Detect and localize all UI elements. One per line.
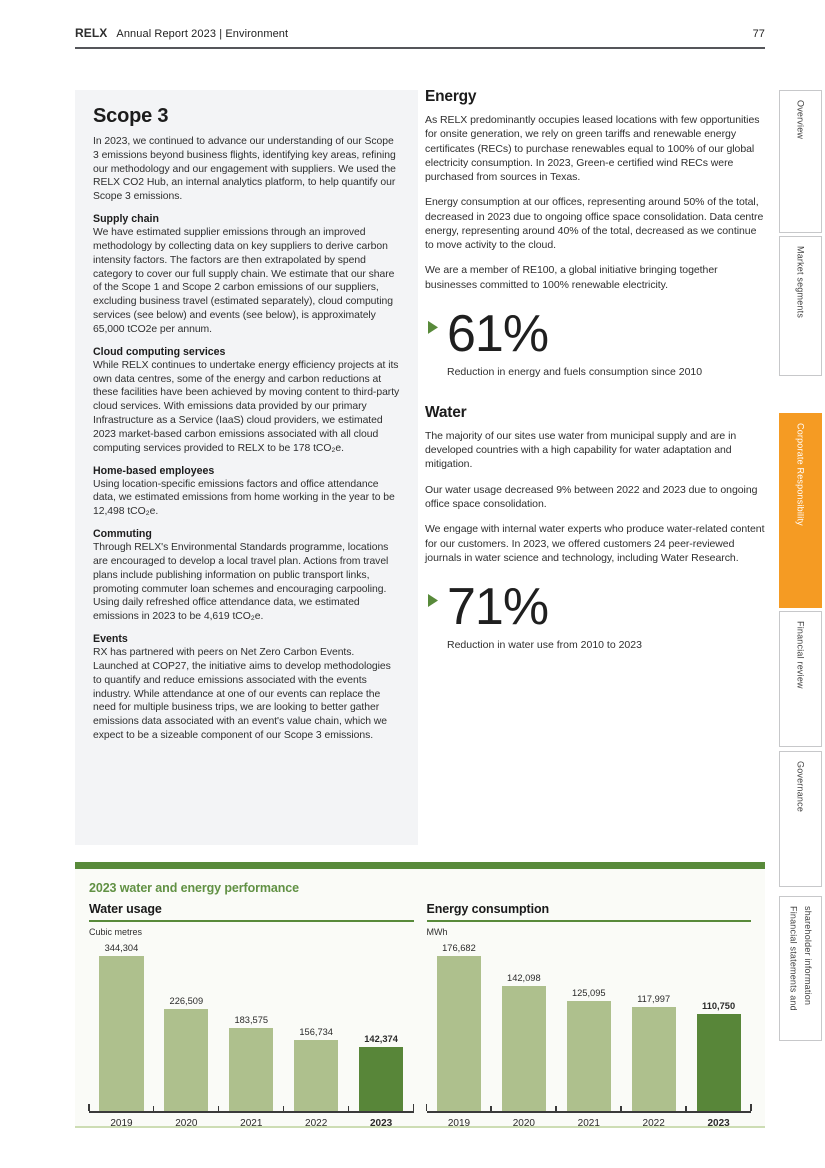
sidebar-tab-financial-review[interactable] (779, 611, 822, 747)
bar-group (349, 1034, 414, 1111)
axis-tick (426, 1104, 428, 1111)
page-number: 77 (752, 28, 765, 40)
bar-value-label: 183,575 (234, 1015, 269, 1025)
scope3-section (75, 90, 418, 845)
bar-value-label: 142,374 (364, 1034, 398, 1044)
energy-water-column (425, 88, 765, 677)
sidebar-tab-overview[interactable] (779, 90, 822, 233)
bar (359, 1047, 403, 1111)
axis-tick (685, 1106, 687, 1111)
bar-group (219, 1015, 284, 1111)
x-axis (89, 1111, 414, 1113)
bar-value-label: 117,997 (637, 994, 671, 1004)
bar-group (89, 943, 154, 1111)
water-usage-chart (89, 902, 414, 1129)
sidebar-tab-label: Financial statements and shareholder information (788, 906, 813, 1011)
x-axis-labels (427, 1118, 752, 1129)
axis-tick (490, 1106, 492, 1111)
energy-stat-caption: Reduction in energy and fuels consumption since 2010 (447, 365, 703, 378)
bar-value-label: 176,682 (442, 943, 476, 953)
report-title: Annual Report 2023 | Environment (116, 28, 289, 40)
bar-group (154, 996, 219, 1111)
bar-value-label: 156,734 (299, 1027, 333, 1037)
bar (632, 1007, 676, 1111)
x-tick-label: 2022 (642, 1118, 665, 1129)
x-tick-label: 2020 (175, 1118, 198, 1129)
sidebar-tab-corporate-responsibility[interactable] (779, 413, 822, 608)
home-based-body: Using location-specific emissions factors and office attendance data, we estimated emissions from home working in the year to be 12,498 tCO₂e. (93, 478, 395, 518)
axis-tick (555, 1106, 557, 1111)
axis-tick (283, 1106, 285, 1111)
panel-body (75, 869, 765, 1128)
chart-title: Water usage (89, 902, 414, 922)
charts-panel-title: 2023 water and energy performance (89, 881, 299, 895)
bar (294, 1040, 338, 1111)
energy-paragraph: Energy consumption at our offices, representing around 50% of the total, decreased in 2023 due to ongoing office space consolidation. Data centre energy, representing around 40% of the total, decreased as we continue to move activity to the cloud. (425, 196, 764, 252)
bars-area (89, 939, 414, 1111)
water-stat (425, 578, 765, 637)
bar-group (284, 1027, 349, 1111)
energy-paragraph: We are a member of RE100, a global initiative bringing together businesses committed to 100% renewable electricity. (425, 264, 718, 291)
water-paragraph: Our water usage decreased 9% between 2022 and 2023 due to ongoing office space consolidation. (425, 483, 758, 510)
sidebar-tab-label: Market segments (795, 246, 806, 319)
sidebar-tab-market-segments[interactable] (779, 236, 822, 376)
energy-consumption-chart (427, 902, 752, 1129)
supply-chain-body: We have estimated supplier emissions through an improved methodology by collecting data on key suppliers to derive carbon intensity factors. The factors are then extrapolated by spend category to cover our full supply chain. We estimate that our share of the Scope 1 and Scope 2 carbon emissions of our suppliers, excluding business travel (estimated separately), cloud computing services (see below) and events (see below), is approximately 65,000 tCO2e per annum. (93, 227, 395, 335)
bar-group (621, 994, 686, 1111)
sidebar-tab-financial-statements[interactable] (779, 896, 822, 1041)
water-section (425, 404, 765, 651)
green-triangle-icon (428, 321, 438, 334)
cloud-computing-heading: Cloud computing services (93, 345, 226, 358)
x-axis-labels (89, 1118, 414, 1129)
bar-value-label: 125,095 (571, 988, 606, 998)
panel-top-rule (75, 862, 765, 869)
green-triangle-icon (428, 594, 438, 607)
events-heading: Events (93, 633, 128, 646)
sidebar-tab-label: Financial review (795, 621, 806, 689)
scope3-intro: In 2023, we continued to advance our understanding of our Scope 3 emissions beyond business flights, identifying key areas, refining our methodology and our engagement with suppliers. We used the RELX CO2 Hub, an internal analytics platform, to help quantify our Scope 3 emissions. (93, 136, 396, 203)
axis-tick (153, 1106, 155, 1111)
events-body: RX has partnered with peers on Net Zero Carbon Events. Launched at COP27, the initiative aims to develop methodologies to quantify and reduce emissions associated with the events industry. While attendance at one of our events can replace the need for multiple business trips, we are looking to better gather emissions data associated with an event's value chain, which we expect to be a sizeable component of our Scope 3 emissions. (93, 647, 391, 741)
cloud-computing-body: While RELX continues to undertake energy efficiency projects at its own data centres, some of the energy and carbon reductions at these facilities have been achieved by moving content to third-party cloud services. With emissions data provided by our primary Infrastructure as a Service (IaaS) cloud providers, we estimated 2023 market-based carbon emissions associated with all cloud computing services provided to RELX to be 178 tCO₂e. (93, 359, 400, 454)
chart-unit-label: Cubic metres (89, 927, 143, 937)
bar-group (427, 943, 492, 1111)
bar-group (491, 973, 556, 1111)
x-tick-label: 2019 (110, 1118, 133, 1129)
axis-tick (218, 1106, 220, 1111)
supply-chain-heading: Supply chain (93, 213, 159, 226)
axis-tick (348, 1106, 350, 1111)
bar (99, 956, 143, 1111)
water-stat-value: 71% (447, 578, 549, 637)
chart-title: Energy consumption (427, 902, 752, 922)
bars-area (427, 939, 752, 1111)
bar-group (686, 1001, 751, 1111)
energy-stat-value: 61% (447, 304, 549, 363)
energy-paragraph: As RELX predominantly occupies leased locations with few opportunities for onsite generation, we rely on green tariffs and renewable energy certificates (RECs) to purchase renewables equal to 100% of our global electricity consumption. In 2023, Green-e certified wind RECs were purchased from sources in Texas. (425, 114, 760, 184)
bar-value-label: 226,509 (169, 996, 204, 1006)
water-paragraph: We engage with internal water experts who produce water-related content for our customers. In 2023, we offered customers 24 peer-reviewed journals in water science and technology, including Water Research. (425, 523, 765, 564)
water-stat-caption: Reduction in water use from 2010 to 2023 (447, 639, 642, 652)
bar (697, 1014, 741, 1111)
x-tick-label: 2020 (512, 1118, 535, 1129)
bar (502, 986, 546, 1111)
page-header (75, 26, 765, 49)
bar (567, 1001, 611, 1111)
axis-tick (620, 1106, 622, 1111)
home-based-heading: Home-based employees (93, 464, 215, 477)
axis-tick (750, 1104, 752, 1111)
bar (437, 956, 481, 1111)
x-tick-label: 2023 (707, 1118, 730, 1129)
sidebar-tab-label: Governance (795, 761, 806, 813)
x-axis (427, 1111, 752, 1113)
bar-value-label: 344,304 (104, 943, 139, 953)
scope3-heading: Scope 3 (93, 105, 169, 127)
sidebar-tab-label: Overview (795, 100, 806, 140)
commuting-body: Through RELX's Environmental Standards programme, locations are encouraged to develop a local travel plan. Actions from travel plans include publishing information on public transport links, promoting commuter loan schemes and encouraging carpooling. Using daily refreshed office attendance data, we estimated emissions in 2023 to be 4,619 tCO₂e. (93, 542, 389, 623)
axis-tick (413, 1104, 415, 1111)
bar (164, 1009, 208, 1111)
energy-stat (425, 304, 765, 363)
bar (229, 1028, 273, 1111)
sidebar-tab-label: Corporate Responsibility (795, 423, 806, 526)
performance-charts-panel (75, 862, 765, 1128)
relx-logo: RELX (75, 26, 108, 40)
bar-group (556, 988, 621, 1111)
x-tick-label: 2021 (577, 1118, 600, 1129)
x-tick-label: 2021 (240, 1118, 263, 1129)
sidebar-tab-governance[interactable] (779, 751, 822, 887)
x-tick-label: 2023 (369, 1118, 393, 1129)
energy-heading: Energy (425, 88, 477, 105)
water-heading: Water (425, 403, 467, 421)
water-paragraph: The majority of our sites use water from municipal supply and are in developed countries with a high capability for water adaptation and mitigation. (425, 429, 737, 471)
chart-unit-label: MWh (426, 927, 448, 937)
x-tick-label: 2019 (447, 1118, 471, 1129)
x-tick-label: 2022 (305, 1118, 328, 1129)
commuting-heading: Commuting (93, 528, 152, 541)
bar-value-label: 110,750 (702, 1001, 736, 1011)
axis-tick (88, 1104, 90, 1111)
bar-value-label: 142,098 (507, 973, 541, 983)
